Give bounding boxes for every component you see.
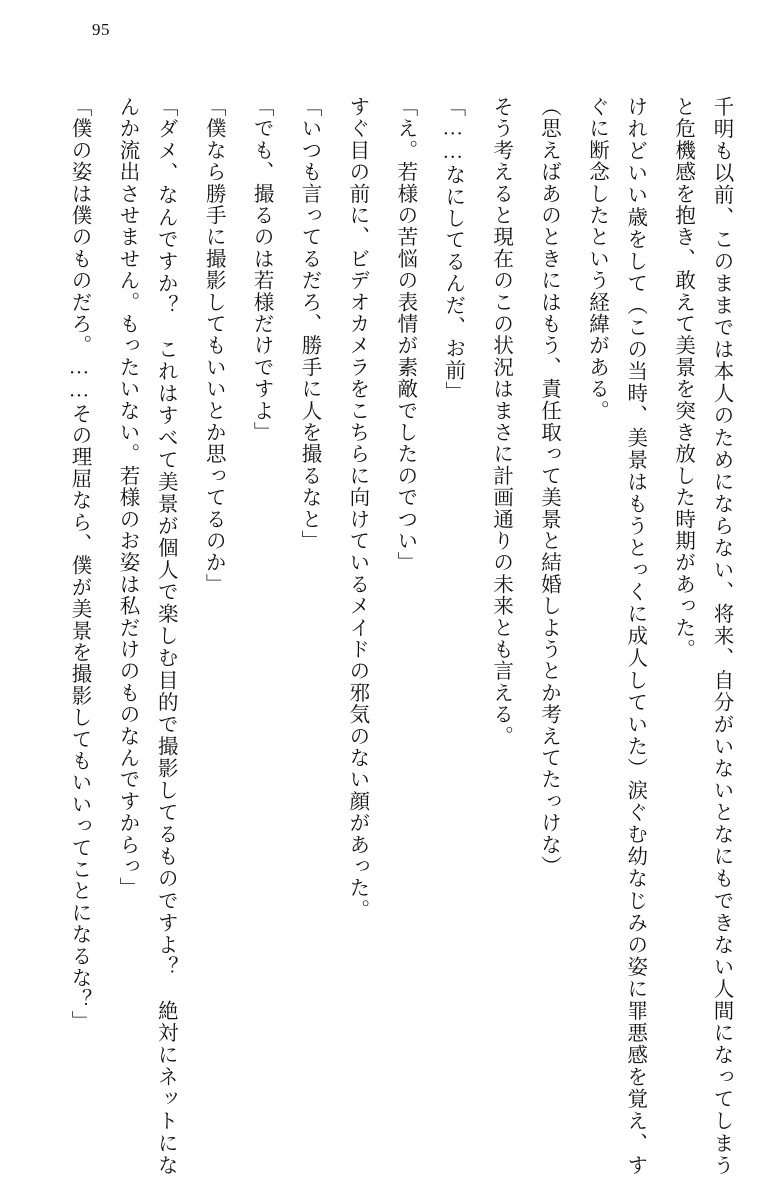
paragraph: 「いつも言ってるだろ、勝手に人を撮るなと」 — [298, 96, 320, 552]
paragraph: 「でも、撮るのは若様だけですよ」 — [250, 96, 273, 444]
page-number: 95 — [92, 20, 110, 39]
paragraph: 「僕なら勝手に撮影してもいいとか思ってるのか」 — [202, 96, 225, 596]
paragraph: 「え。若様の苦悩の表情が素敵でしたのでつい」 — [393, 96, 416, 574]
paragraph: 「……なにしてるんだ、お前」 — [441, 96, 464, 403]
paragraph: 「ダメ、なんですか？ これはすべて美景が個人で楽しむ目的で撮影してるものですよ？ 絶対にネットになんか流出させません。もったいない。若様のお姿は私だけのものなんですからっ」 — [115, 96, 177, 1176]
paragraph: けれどいい歳をして（この当時、美景はもうとっくに成人していた）涙ぐむ幼なじみの姿に罪悪感を覚え、すぐに断念したという経緯がある。 — [585, 96, 646, 1176]
paragraph: 千明も以前、このままでは本人のためにならない、将来、自分がいないとなにもできない人間になってしまうと危機感を抱き、敢えて美景を突き放した時期があった。 — [671, 96, 732, 1176]
paragraph: すぐ目の前に、ビデオカメラをこちらに向けているメイドの邪気のない顔があった。 — [345, 96, 368, 921]
paragraph: 「僕の姿は僕のものだろ。……その理屈なら、僕が美景を撮影してもいいってことになるな？」 — [68, 96, 91, 1033]
page-body-text — [50, 96, 740, 1176]
paragraph: （思えばあのときにはもう、責任取って美景と結婚しようとか考えてたっけな） — [537, 96, 560, 878]
paragraph: そう考えると現在のこの状況はまさに計画通りの未来とも言える。 — [489, 96, 512, 747]
